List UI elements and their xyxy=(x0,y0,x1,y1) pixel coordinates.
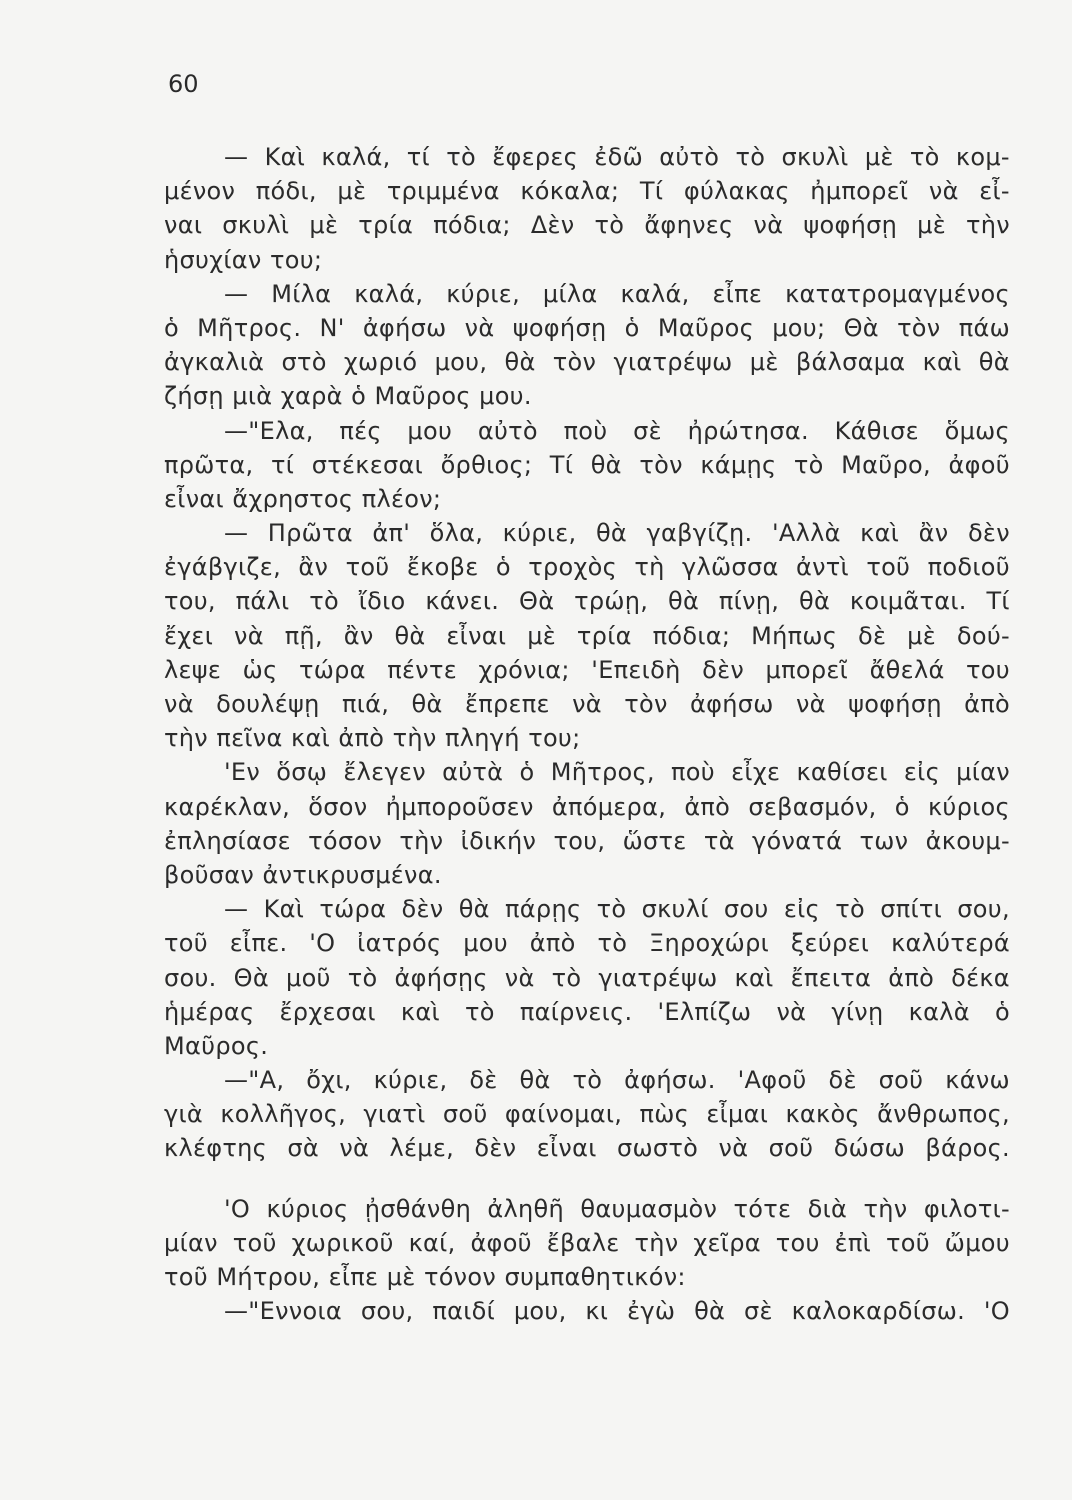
text-line: σου. Θὰ μοῦ τὸ ἀφήσῃς νὰ τὸ γιατρέψω καὶ ἔπειτα ἀπὸ δέκα xyxy=(164,963,1010,992)
text-line: ἔχει νὰ πῇ, ἂν θὰ εἶναι μὲ τρία πόδια; Μήπως δὲ μὲ δού- xyxy=(164,621,1010,650)
text-line: ἡμέρας ἔρχεσαι καὶ τὸ παίρνεις. 'Ελπίζω νὰ γίνῃ καλὰ ὁ xyxy=(164,997,1010,1026)
text-line: μένον πόδι, μὲ τριμμένα κόκαλα; Τί φύλακας ἠμπορεῖ νὰ εἶ- xyxy=(164,177,1010,206)
text-line: ἐπλησίασε τόσον τὴν ἰδικήν του, ὥστε τὰ γόνατά των ἀκουμ- xyxy=(164,826,1010,855)
text-line: —"Εννοια σου, παιδί μου, κι ἐγὼ θὰ σὲ καλοκαρδίσω. 'Ο xyxy=(224,1297,1010,1326)
text-line: εἶναι ἄχρηστος πλέον; xyxy=(164,484,442,513)
text-line: πρῶτα, τί στέκεσαι ὄρθιος; Τί θὰ τὸν κάμῃς τὸ Μαῦρο, ἀφοῦ xyxy=(164,450,1010,479)
text-line: ὁ Μῆτρος. Ν' ἀφήσω νὰ ψοφήσῃ ὁ Μαῦρος μου; Θὰ τὸν πάω xyxy=(164,313,1010,342)
text-line: — Πρῶτα ἀπ' ὅλα, κύριε, θὰ γαβγίζῃ. 'Αλλὰ καὶ ἂν δὲν xyxy=(224,519,1010,548)
text-line: — Μίλα καλά, κύριε, μίλα καλά, εἶπε κατατρομαγμένος xyxy=(224,279,1010,308)
text-line: τοῦ εἶπε. 'Ο ἰατρός μου ἀπὸ τὸ Ξηροχώρι ξεύρει καλύτερά xyxy=(164,929,1010,958)
text-line: —"Ελα, πές μου αὐτὸ ποὺ σὲ ἠρώτησα. Κάθισε ὅμως xyxy=(224,416,1010,445)
body-text xyxy=(164,140,1010,1328)
text-line: ναι σκυλὶ μὲ τρία πόδια; Δὲν τὸ ἄφηνες νὰ ψοφήσῃ μὲ τὴν xyxy=(164,211,1010,240)
paragraph xyxy=(164,516,1010,755)
paragraph xyxy=(164,277,1010,414)
paragraph-gap xyxy=(164,1166,1010,1192)
text-line: καρέκλαν, ὅσον ἠμποροῦσεν ἀπόμερα, ἀπὸ σεβασμόν, ὁ κύριος xyxy=(164,792,1010,821)
text-line: τὴν πεῖνα καὶ ἀπὸ τὴν πληγή του; xyxy=(164,724,581,753)
text-line: κλέφτης σὰ νὰ λέμε, δὲν εἶναι σωστὸ νὰ σοῦ δώσω βάρος. xyxy=(164,1134,1010,1163)
page-number: 60 xyxy=(168,70,199,98)
paragraph xyxy=(164,1294,1010,1328)
text-line: ἀγκαλιὰ στὸ χωριό μου, θὰ τὸν γιατρέψω μὲ βάλσαμα καὶ θὰ xyxy=(164,348,1010,377)
text-line: του, πάλι τὸ ἴδιο κάνει. Θὰ τρώῃ, θὰ πίνῃ, θὰ κοιμᾶται. Τί xyxy=(164,587,1010,616)
text-line: τοῦ Μήτρου, εἶπε μὲ τόνον συμπαθητικόν: xyxy=(164,1263,686,1291)
paragraph xyxy=(164,414,1010,517)
text-line: 'Εν ὅσῳ ἔλεγεν αὐτὰ ὁ Μῆτρος, ποὺ εἶχε καθίσει εἰς μίαν xyxy=(224,758,1010,787)
paragraph xyxy=(164,755,1010,892)
text-line: νὰ δουλέψῃ πιά, θὰ ἔπρεπε νὰ τὸν ἀφήσω νὰ ψοφήσῃ ἀπὸ xyxy=(164,690,1010,718)
text-line: Μαῦρος. xyxy=(164,1031,269,1060)
paragraph xyxy=(164,1063,1010,1166)
text-line: λεψε ὡς τώρα πέντε χρόνια; 'Επειδὴ δὲν μπορεῖ ἄθελά του xyxy=(164,655,1010,684)
paragraph xyxy=(164,892,1010,1063)
paragraph xyxy=(164,140,1010,277)
text-line: ἐγάβγιζε, ἂν τοῦ ἔκοβε ὁ τροχὸς τὴ γλῶσσα ἀντὶ τοῦ ποδιοῦ xyxy=(164,553,1010,582)
text-line: —"Α, ὄχι, κύριε, δὲ θὰ τὸ ἀφήσω. 'Αφοῦ δὲ σοῦ κάνω xyxy=(224,1066,1010,1095)
text-line: γιὰ κολλῆγος, γιατὶ σοῦ φαίνομαι, πὼς εἶμαι κακὸς ἄνθρωπος, xyxy=(164,1100,1010,1129)
paragraph xyxy=(164,1192,1010,1295)
text-line: βοῦσαν ἀντικρυσμένα. xyxy=(164,860,442,889)
text-line: ζήσῃ μιὰ χαρὰ ὁ Μαῦρος μου. xyxy=(164,382,532,411)
text-line: — Καὶ καλά, τί τὸ ἔφερες ἐδῶ αὐτὸ τὸ σκυλὶ μὲ τὸ κομ- xyxy=(224,143,1010,171)
text-line: — Καὶ τώρα δὲν θὰ πάρῃς τὸ σκυλί σου εἰς τὸ σπίτι σου, xyxy=(224,895,1010,924)
text-line: 'Ο κύριος ᾐσθάνθη ἀληθῆ θαυμασμὸν τότε διὰ τὴν φιλοτι- xyxy=(224,1194,1010,1223)
text-line: μίαν τοῦ χωρικοῦ καί, ἀφοῦ ἔβαλε τὴν χεῖρα του ἐπὶ τοῦ ὤμου xyxy=(164,1228,1010,1257)
text-line: ἡσυχίαν του; xyxy=(164,245,323,274)
